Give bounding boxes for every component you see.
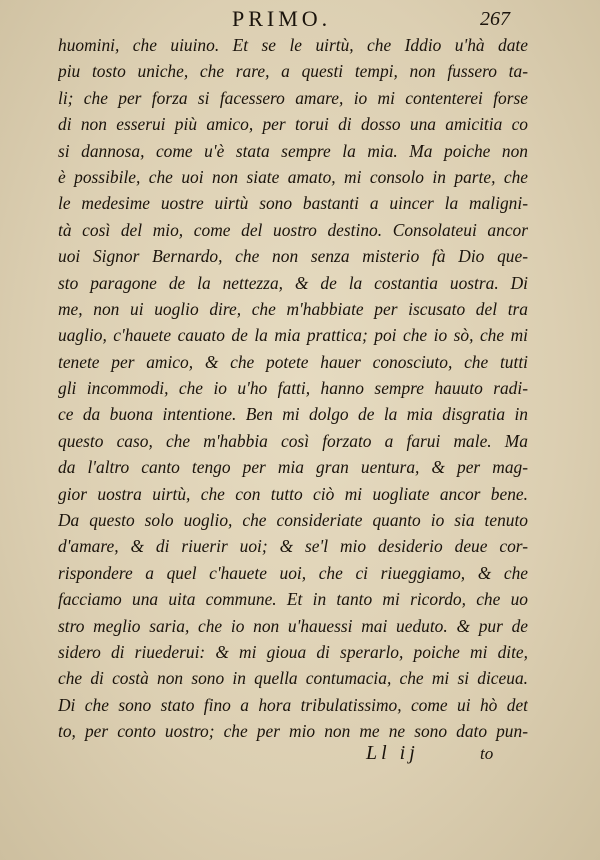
text-line: le medesime uostre uirtù sono bastanti a uincer la maligni-	[58, 193, 528, 214]
text-line: facciamo una uita commune. Et in tanto mi ricordo, che uo	[58, 589, 528, 610]
text-line: rispondere a quel c'hauete uoi, che ci riueggiamo, & che	[58, 562, 528, 583]
text-line: li; che per forza si facessero amare, io mi contenterei forse	[58, 87, 528, 108]
text-line: da l'altro canto tengo per mia gran uentura, & per mag-	[58, 457, 528, 478]
text-line: si dannosa, come u'è stata sempre la mia. Ma poiche non	[58, 140, 528, 161]
running-title: PRIMO.	[232, 6, 332, 31]
text-line: gli incommodi, che io u'ho fatti, hanno sempre hauuto radi-	[58, 378, 528, 399]
text-line: è possibile, che uoi non siate amato, mi consolo in parte, che	[58, 166, 528, 187]
text-line: che di costà non sono in quella contumacia, che mi si diceua.	[58, 668, 528, 689]
text-line: me, non ui uoglio dire, che m'habbiate per iscusato del tra	[58, 298, 528, 319]
catchword: to	[480, 744, 494, 763]
text-line: Da questo solo uoglio, che consideriate quanto io sia tenuto	[58, 510, 528, 531]
text-line: tà così del mio, come del uostro destino. Consolateui ancor	[58, 219, 528, 240]
text-line: sidero di riuederui: & mi gioua di sperarlo, poiche mi dite,	[58, 641, 528, 662]
text-line: sto paragone de la nettezza, & de la costantia uostra. Di	[58, 272, 528, 293]
text-line: piu tosto uniche, che rare, a questi tempi, non fussero ta-	[58, 61, 528, 82]
text-line: gior uostra uirtù, che con tutto ciò mi uogliate ancor bene.	[58, 483, 528, 504]
text-line: huomini, che uiuino. Et se le uirtù, che Iddio u'hà date	[58, 35, 528, 55]
text-line: Di che sono stato fino a hora tribulatissimo, come ui hò det	[58, 694, 528, 715]
page-number: 267	[480, 8, 510, 30]
text-line: ce da buona intentione. Ben mi dolgo de la mia disgratia in	[58, 404, 528, 425]
text-line: questo caso, che m'habbia così forzato a farui male. Ma	[58, 430, 528, 451]
text-line: uaglio, c'hauete cauato de la mia prattica; poi che io sò, che mi	[58, 325, 528, 346]
text-line: uoi Signor Bernardo, che non senza misterio fà Dio que-	[58, 246, 528, 267]
text-line: stro meglio saria, che io non u'hauessi mai ueduto. & pur de	[58, 615, 528, 636]
text-line: di non esserui più amico, per torui di dosso una amicitia co	[58, 114, 528, 135]
text-line: tenete per amico, & che potete hauer conosciuto, che tutti	[58, 351, 528, 372]
page-footer	[0, 742, 600, 772]
text-line: d'amare, & di riuerir uoi; & se'l mio desiderio deue cor-	[58, 536, 528, 557]
signature-mark: Ll ij	[366, 742, 419, 764]
body-text	[58, 32, 528, 745]
text-line: to, per conto uostro; che per mio non me ne sono dato pun-	[58, 721, 528, 742]
